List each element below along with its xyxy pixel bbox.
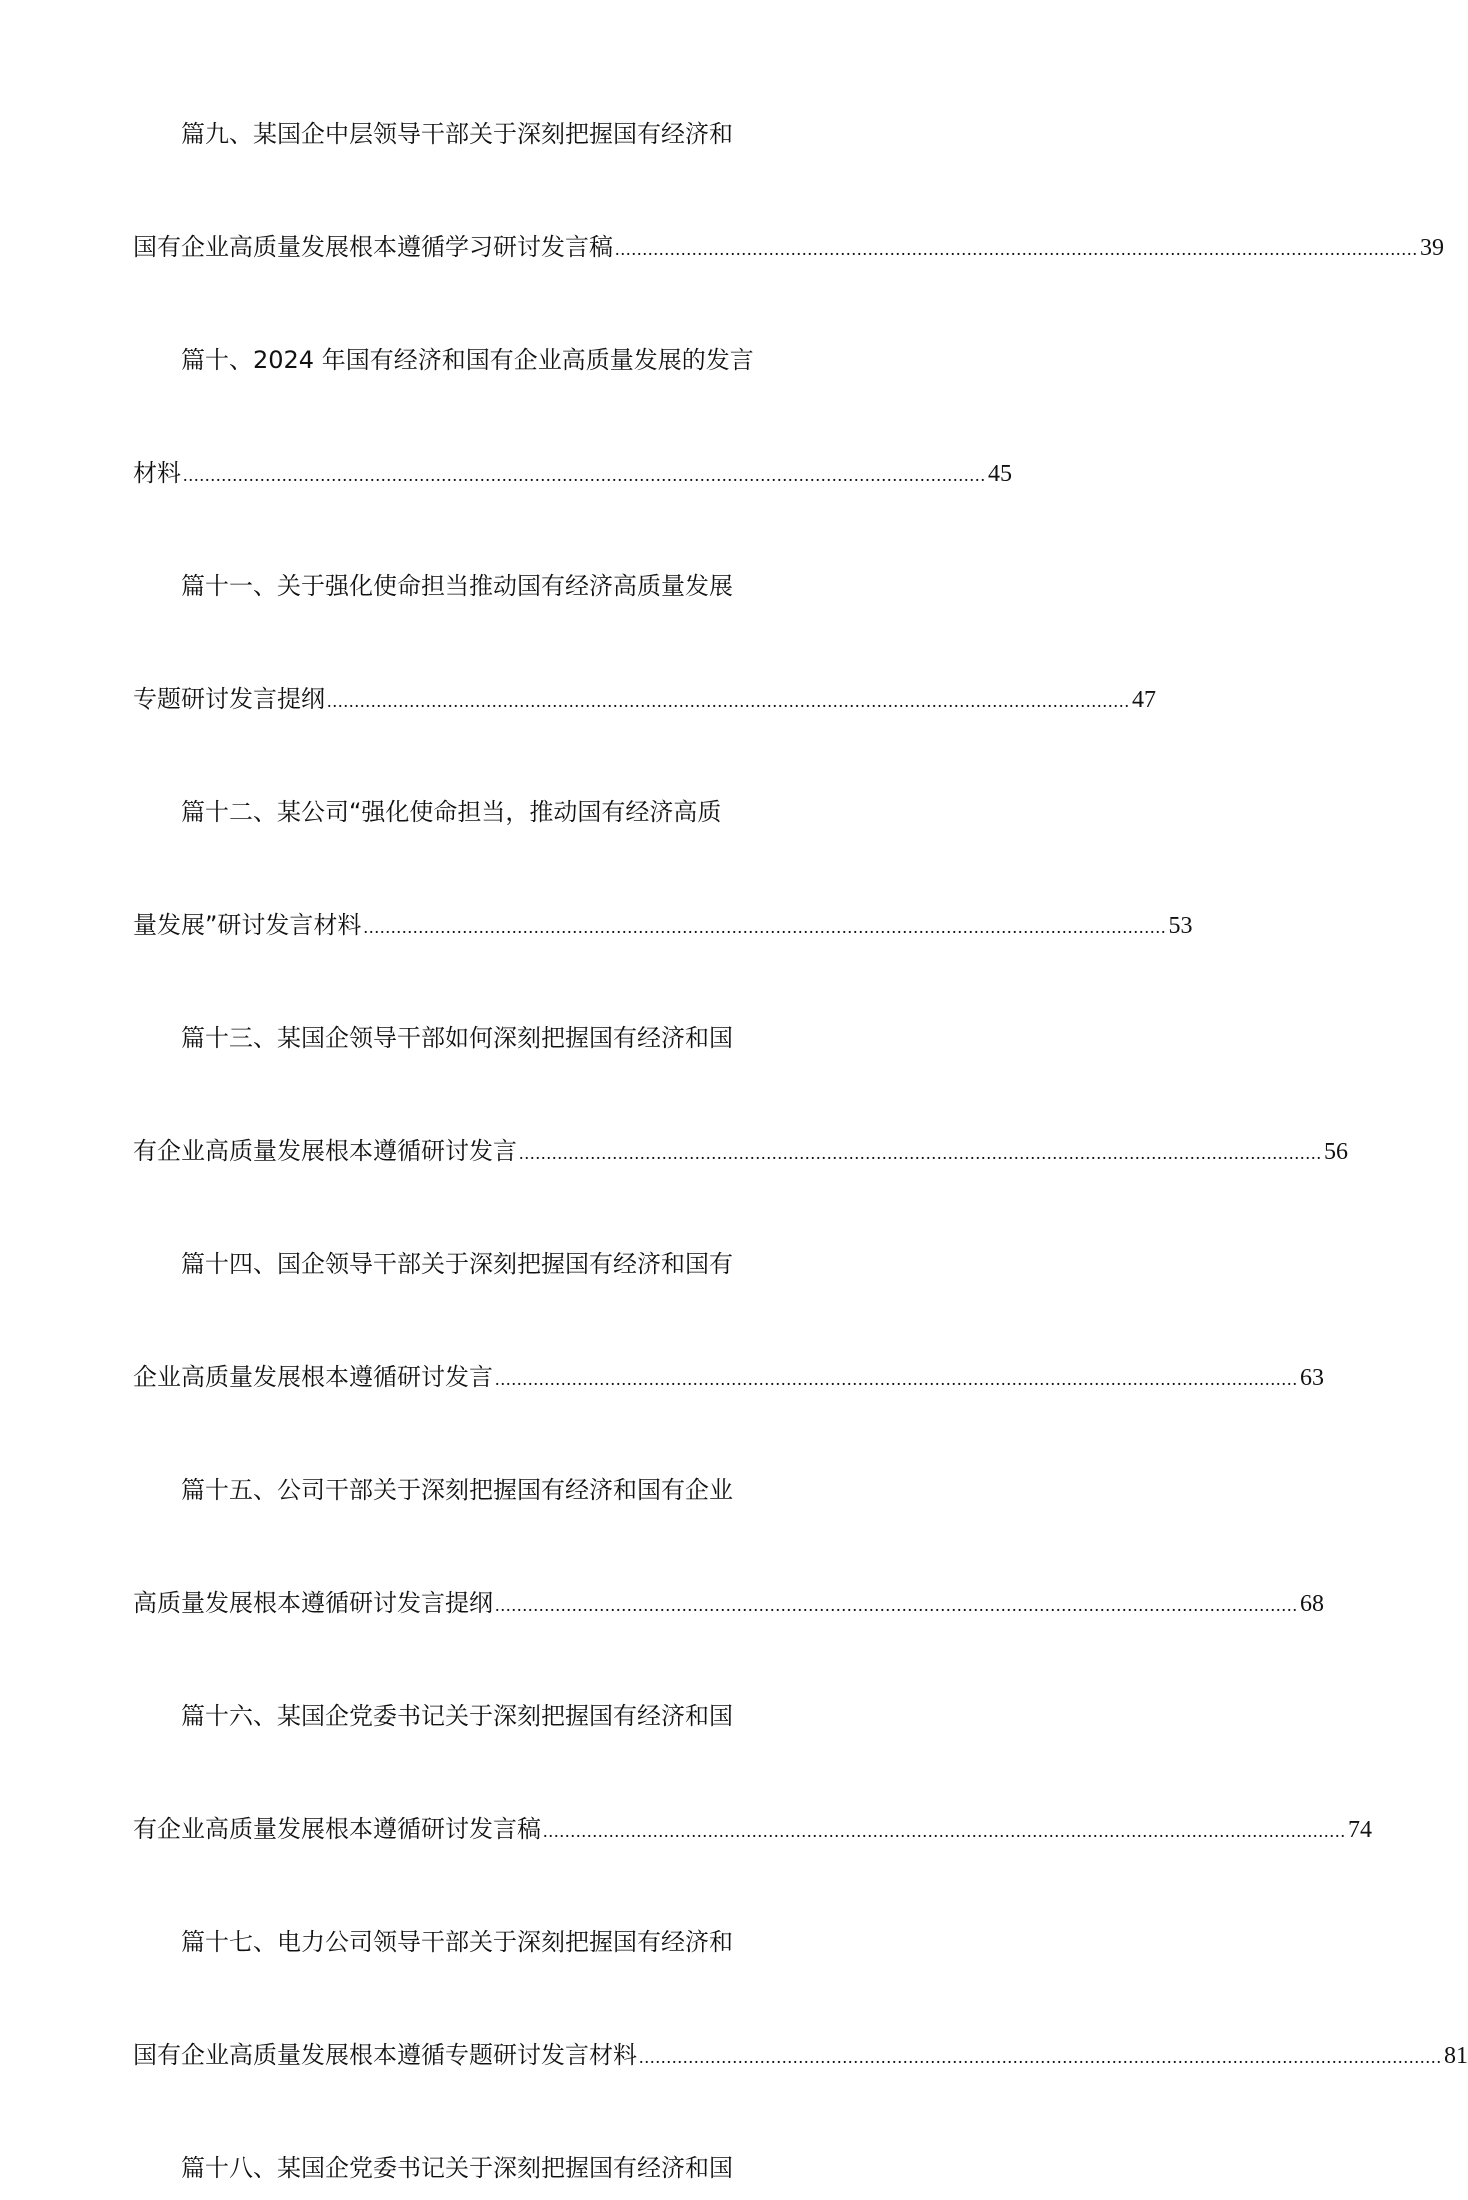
table-of-contents: [133, 106, 1468, 2200]
toc-entry-continuation: [133, 445, 1012, 501]
dot-leader: ..................................................................................................................................................: [543, 1821, 1346, 1841]
toc-entry-title-cont: 有企业高质量发展根本遵循研讨发言稿: [133, 1815, 541, 1843]
page-number: 74: [1348, 1817, 1372, 1843]
toc-entry[interactable]: [133, 1914, 1468, 2140]
page-number: 47: [1132, 687, 1156, 713]
page-number: 45: [988, 461, 1012, 487]
toc-entry[interactable]: [133, 1010, 1348, 1236]
toc-entry[interactable]: [133, 1236, 1324, 1462]
toc-entry-title-cont: 专题研讨发言提纲: [133, 685, 325, 713]
toc-entry-title-cont: 量发展”研讨发言材料: [133, 911, 362, 939]
toc-entry[interactable]: [133, 2140, 769, 2200]
toc-entry-continuation: [133, 219, 1444, 275]
dot-leader: ..................................................................................................................................................: [363, 917, 1167, 937]
dot-leader: ..................................................................................................................................................: [519, 1143, 1322, 1163]
toc-entry-continuation: [133, 1349, 1324, 1405]
toc-entry[interactable]: [133, 558, 1156, 784]
dot-leader: ..................................................................................................................................................: [327, 691, 1130, 711]
toc-entry[interactable]: [133, 784, 1193, 1010]
page-number: 63: [1300, 1365, 1324, 1391]
toc-entry-title-cont: 高质量发展根本遵循研讨发言提纲: [133, 1589, 493, 1617]
dot-leader: ..................................................................................................................................................: [639, 2047, 1442, 2067]
toc-entry[interactable]: [133, 1462, 1324, 1688]
toc-entry-title: 篇十二、某公司“强化使命担当，推动国有经济高质: [181, 798, 722, 826]
toc-entry-continuation: [133, 1123, 1348, 1179]
toc-entry-title: 篇九、某国企中层领导干部关于深刻把握国有经济和: [181, 120, 733, 148]
toc-entry-continuation: [133, 2027, 1468, 2083]
toc-entry-continuation: [133, 897, 1193, 953]
toc-entry-continuation: [133, 671, 1156, 727]
page-number: 81: [1444, 2043, 1468, 2069]
toc-entry-title-cont: 有企业高质量发展根本遵循研讨发言: [133, 1137, 517, 1165]
toc-entry-continuation: [133, 1801, 1372, 1857]
toc-entry-title: 篇十七、电力公司领导干部关于深刻把握国有经济和: [181, 1928, 733, 1956]
page-number: 56: [1324, 1139, 1348, 1165]
toc-entry[interactable]: [133, 1688, 1372, 1914]
toc-entry-title-cont: 企业高质量发展根本遵循研讨发言: [133, 1363, 493, 1391]
toc-entry[interactable]: [133, 332, 1012, 558]
toc-entry[interactable]: [133, 106, 1444, 332]
page-number: 53: [1168, 913, 1193, 939]
toc-entry-title: 篇十八、某国企党委书记关于深刻把握国有经济和国: [181, 2154, 733, 2182]
toc-entry-title: 篇十三、某国企领导干部如何深刻把握国有经济和国: [181, 1024, 733, 1052]
toc-entry-title: 篇十一、关于强化使命担当推动国有经济高质量发展: [181, 572, 733, 600]
page-number: 68: [1300, 1591, 1324, 1617]
dot-leader: ..................................................................................................................................................: [183, 465, 986, 485]
toc-entry-continuation: [133, 1575, 1324, 1631]
toc-entry-title: 篇十五、公司干部关于深刻把握国有经济和国有企业: [181, 1476, 733, 1504]
toc-entry-title: 篇十六、某国企党委书记关于深刻把握国有经济和国: [181, 1702, 733, 1730]
toc-entry-title-cont: 国有企业高质量发展根本遵循学习研讨发言稿: [133, 233, 613, 261]
toc-entry-title-cont: 国有企业高质量发展根本遵循专题研讨发言材料: [133, 2041, 637, 2069]
page-number: 39: [1420, 235, 1444, 261]
dot-leader: ..................................................................................................................................................: [495, 1369, 1298, 1389]
toc-entry-title: 篇十、2024 年国有经济和国有企业高质量发展的发言: [181, 346, 754, 374]
toc-entry-title: 篇十四、国企领导干部关于深刻把握国有经济和国有: [181, 1250, 733, 1278]
dot-leader: ..................................................................................................................................................: [495, 1595, 1298, 1615]
dot-leader: ..................................................................................................................................................: [615, 239, 1418, 259]
toc-entry-title-cont: 材料: [133, 459, 181, 487]
